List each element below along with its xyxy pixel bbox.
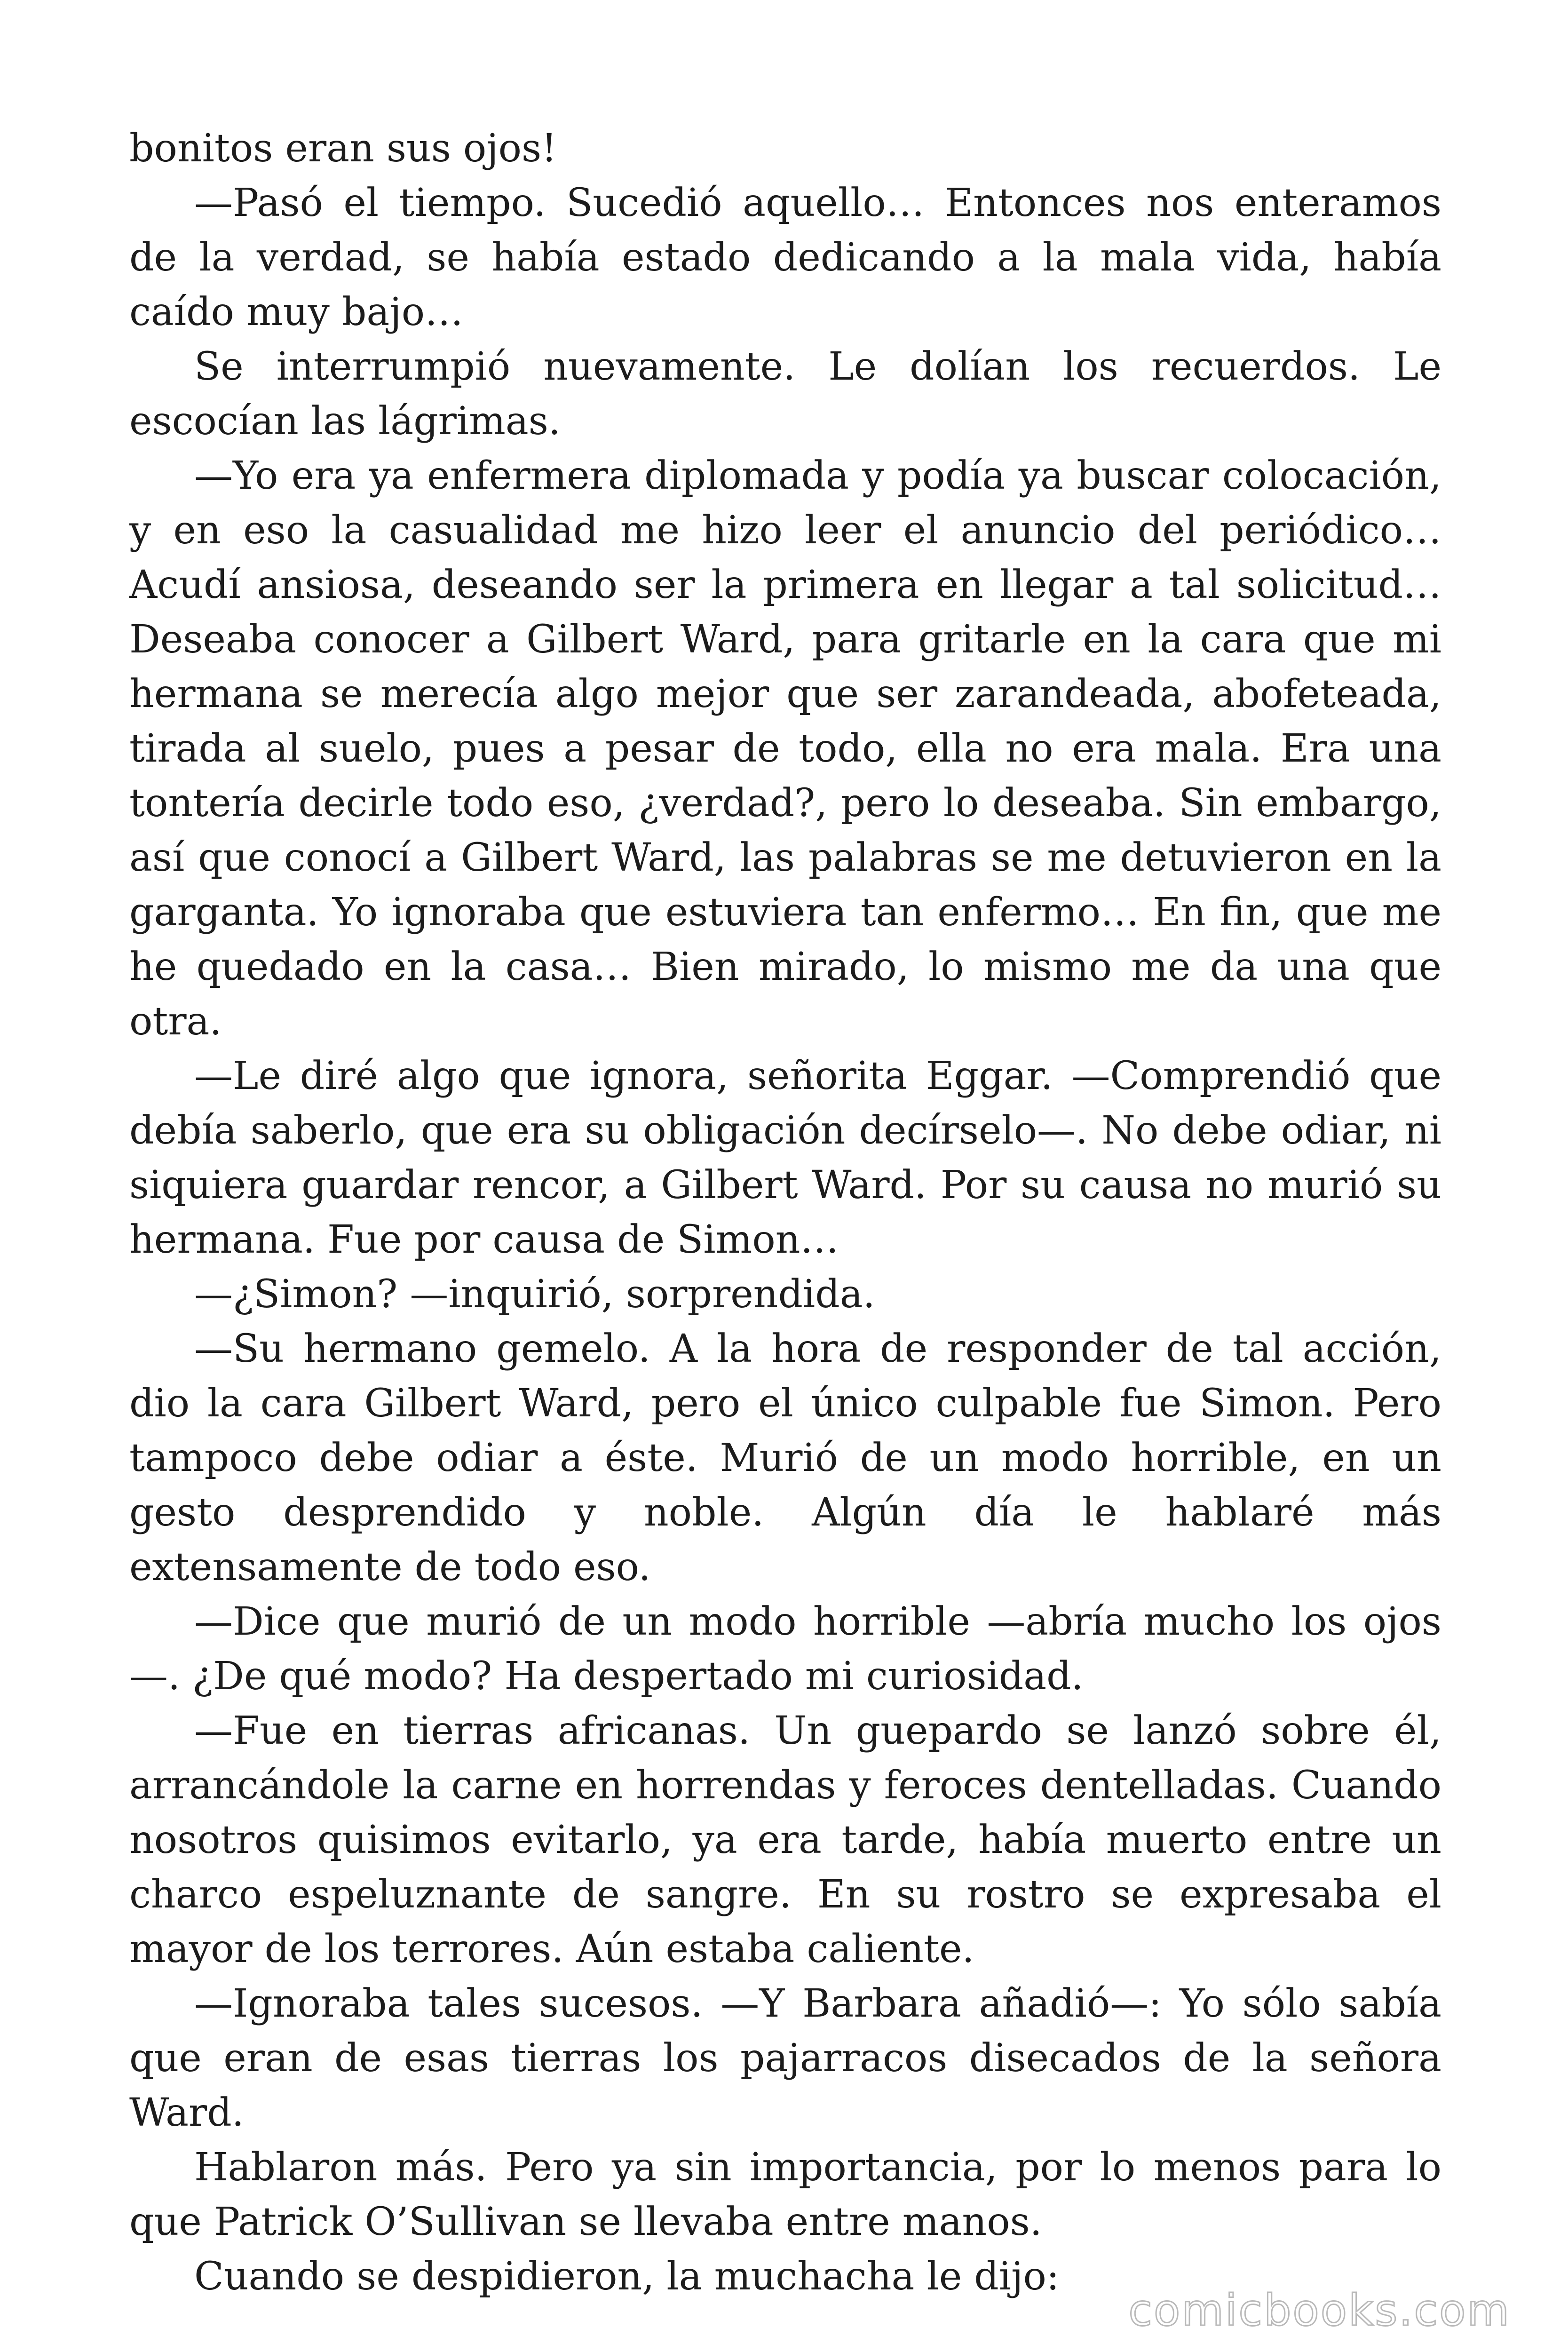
body-text — [129, 121, 1441, 2304]
watermark: comicbooks.com — [1128, 2285, 1511, 2336]
paragraph: Cuando se despidieron, la muchacha le dijo: — [194, 2254, 1060, 2299]
paragraph: Hablaron más. Pero ya sin importancia, por lo menos para lo que Patrick O’Sullivan se llevaba entre manos. — [129, 2145, 1441, 2244]
paragraph: —Yo era ya enfermera diplomada y podía ya buscar colocación, y en eso la casualidad me hizo leer el anuncio del periódico… Acudí ansiosa, deseando ser la primera en llegar a tal solicitud… Deseaba conocer a Gilbert Ward, para gritarle en la cara que mi hermana se merecía algo mejor que ser zarandeada, abofeteada, tirada al suelo, pues a pesar de todo, ella no era mala. Era una tontería decirle todo eso, ¿verdad?, pero lo deseaba. Sin embargo, así que conocí a Gilbert Ward, las palabras se me detuvieron en la garganta. Yo ignoraba que estuviera tan enfermo… En fin, que me he quedado en la casa… Bien mirado, lo mismo me da una que otra. — [129, 453, 1441, 1044]
paragraph: —¿Simon? —inquirió, sorprendida. — [194, 1272, 875, 1317]
paragraph: —Dice que murió de un modo horrible —abría mucho los ojos—. ¿De qué modo? Ha despertado mi curiosidad. — [129, 1599, 1441, 1699]
paragraph: —Su hermano gemelo. A la hora de responder de tal acción, dio la cara Gilbert Ward, pero el único culpable fue Simon. Pero tampoco debe odiar a éste. Murió de un modo horrible, en un gesto desprendido y noble. Algún día le hablaré más extensamente de todo eso. — [129, 1327, 1441, 1589]
paragraph: —Fue en tierras africanas. Un guepardo se lanzó sobre él, arrancándole la carne en horrendas y feroces dentelladas. Cuando nosotros quisimos evitarlo, ya era tarde, había muerto entre un charco espeluznante de sangre. En su rostro se expresaba el mayor de los terrores. Aún estaba caliente. — [129, 1708, 1441, 1971]
paragraph: Se interrumpió nuevamente. Le dolían los recuerdos. Le escocían las lágrimas. — [129, 344, 1441, 444]
paragraph-continuation: bonitos eran sus ojos! — [129, 126, 557, 171]
paragraph: —Pasó el tiempo. Sucedió aquello… Entonces nos enteramos de la verdad, se había estado dedicando a la mala vida, había caído muy bajo… — [129, 181, 1441, 334]
paragraph: —Le diré algo que ignora, señorita Eggar. —Comprendió que debía saberlo, que era su obligación decírselo—. No debe odiar, ni siquiera guardar rencor, a Gilbert Ward. Por su causa no murió su hermana. Fue por causa de Simon… — [129, 1054, 1441, 1262]
paragraph: —Ignoraba tales sucesos. —Y Barbara añadió—: Yo sólo sabía que eran de esas tierras los pajarracos disecados de la señora Ward. — [129, 1981, 1441, 2135]
